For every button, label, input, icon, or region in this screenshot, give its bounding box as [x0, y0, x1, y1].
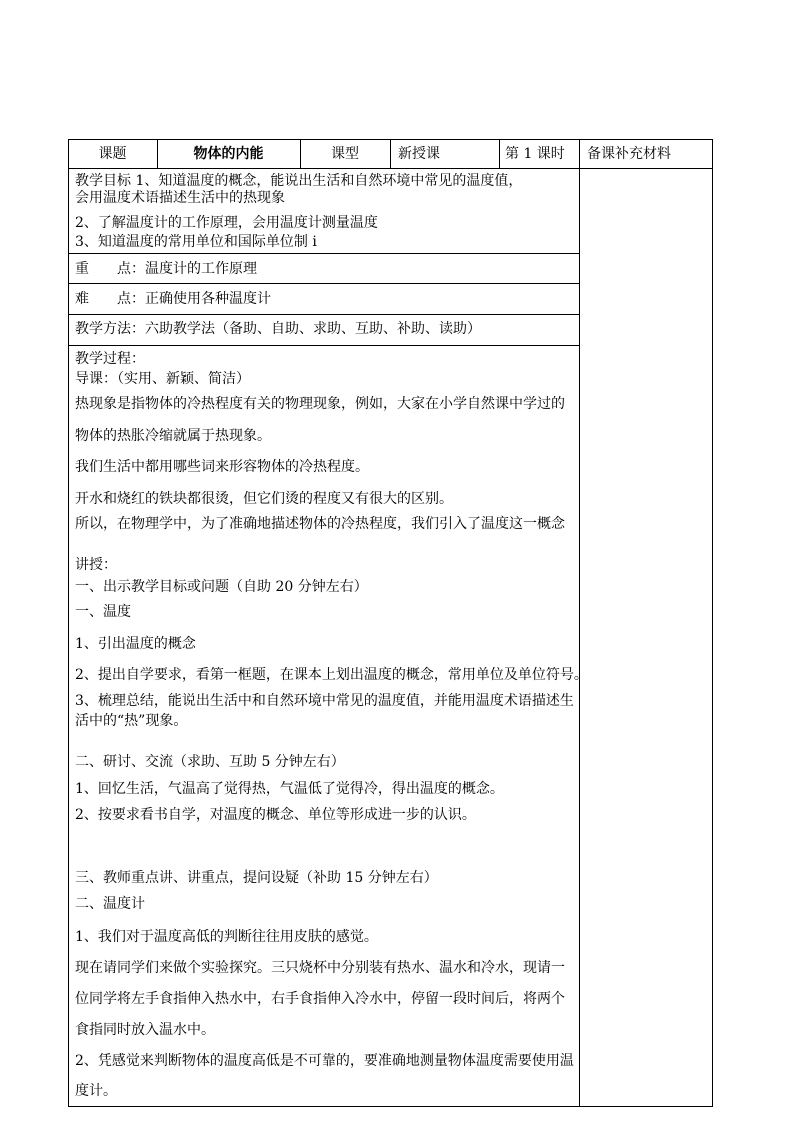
row-divider: [68, 345, 579, 346]
key-point-text: 温度计的工作原理: [145, 261, 257, 277]
section-heading: 三、教师重点讲、讲重点，提问设疑（补助 15 分钟左右）: [75, 870, 438, 886]
paragraph-line: 度计。: [75, 1083, 117, 1099]
objective-line: 会用温度术语描述生活中的热现象: [75, 190, 285, 206]
paragraph-line: 2、提出自学要求，看第一框题，在课本上划出温度的概念，常用单位及单位符号。: [75, 667, 588, 683]
process-heading: 教学过程：: [75, 351, 145, 367]
paragraph-line: 开水和烧红的铁块都很烫，但它们烫的程度又有很大的区别。: [75, 491, 453, 507]
header-col-divider: [390, 139, 391, 169]
header-col-divider: [499, 139, 500, 169]
paragraph-line: 2、凭感觉来判断物体的温度高低是不可靠的，要准确地测量物体温度需要使用温: [75, 1053, 574, 1069]
header-period: 第 1 课时: [505, 146, 565, 162]
section-heading: 一、出示教学目标或问题（自助 20 分钟左右）: [75, 579, 368, 595]
section-heading: 二、研讨、交流（求助、互助 5 分钟左右）: [75, 754, 345, 770]
paragraph-line: 所以，在物理学中，为了准确地描述物体的冷热程度，我们引入了温度这一概念: [75, 516, 565, 532]
intro-heading: 导课：（实用、新颖、简洁）: [75, 371, 250, 387]
header-type-value: 新授课: [398, 146, 440, 162]
paragraph-line: 1、回忆生活，气温高了觉得热，气温低了觉得冷，得出温度的概念。: [75, 781, 504, 797]
paragraph-line: 我们生活中都用哪些词来形容物体的冷热程度。: [75, 459, 369, 475]
paragraph-line: 食指同时放入温水中。: [75, 1022, 215, 1038]
paragraph-line: 热现象是指物体的冷热程度有关的物理现象，例如，大家在小学自然课中学过的: [75, 396, 565, 412]
objective-line: 2、了解温度计的工作原理，会用温度计测量温度: [75, 215, 378, 231]
difficult-point-label: 难 点：: [75, 291, 145, 307]
objective-line: 教学目标 1、知道温度的概念，能说出生活和自然环境中常见的温度值，: [75, 173, 523, 189]
lecture-heading: 讲授：: [75, 557, 117, 573]
paragraph-line: 1、引出温度的概念: [75, 636, 196, 652]
paragraph-line: 活中的“热”现象。: [75, 713, 188, 729]
difficult-point-text: 正确使用各种温度计: [145, 291, 271, 307]
paragraph-line: 3、梳理总结，能说出生活中和自然环境中常见的温度值，并能用温度术语描述生: [75, 693, 574, 709]
key-point-label: 重 点：: [75, 261, 145, 277]
row-divider: [68, 283, 579, 284]
row-divider: [68, 314, 579, 315]
header-label-type: 课型: [331, 146, 359, 162]
header-label-topic: 课题: [98, 146, 127, 162]
teaching-method: 教学方法：六助教学法（备助、自助、求助、互助、补助、读助）: [75, 321, 481, 337]
paragraph-line: 现在请同学们来做个实验探究。三只烧杯中分别装有热水、温水和冷水，现请一: [75, 960, 565, 976]
paragraph-line: 位同学将左手食指伸入热水中，右手食指伸入冷水中，停留一段时间后，将两个: [75, 991, 565, 1007]
right-column-divider: [579, 139, 580, 1107]
row-divider: [68, 253, 579, 254]
paragraph-line: 物体的热胀冷缩就属于热现象。: [75, 428, 271, 444]
header-topic-value: 物体的内能: [193, 146, 264, 162]
objective-line: 3、知道温度的常用单位和国际单位制 i: [75, 234, 317, 250]
subsection-heading: 一、温度: [75, 604, 131, 620]
header-supplement-label: 备课补充材料: [587, 146, 671, 162]
paragraph-line: 2、按要求看书自学，对温度的概念、单位等形成进一步的认识。: [75, 807, 476, 823]
paragraph-line: 1、我们对于温度高低的判断往往用皮肤的感觉。: [75, 929, 378, 945]
subsection-heading: 二、温度计: [75, 896, 145, 912]
